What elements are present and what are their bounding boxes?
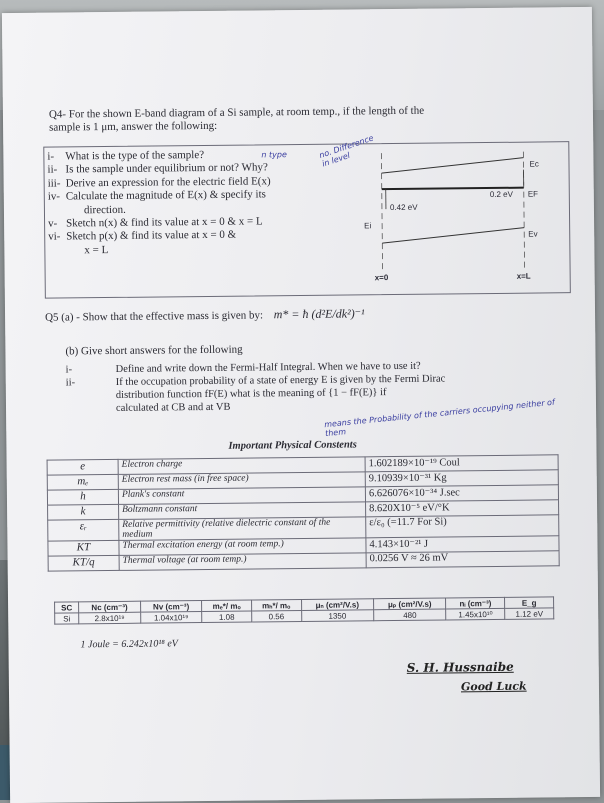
constant-description: Electron rest mass (in free space) <box>118 472 365 490</box>
left-boundary-line <box>381 153 382 269</box>
constant-value: ε/ε₀ (=11.7 For Si) <box>366 515 559 538</box>
constant-symbol: mₑ <box>47 474 118 490</box>
constant-value: 9.10939×10⁻³¹ Kg <box>365 470 558 487</box>
item-number: v- <box>48 217 66 231</box>
ec-label: Ec <box>529 159 538 168</box>
item-text: Is the sample under equilibrium or not? Why? <box>65 162 267 178</box>
constant-description: Boltzmann constant <box>119 502 366 520</box>
left-gap-label: 0.42 eV <box>390 203 418 212</box>
constant-value: 6.626076×10⁻³⁴ J.sec <box>365 485 558 502</box>
constants-title: Important Physical Constents <box>228 439 356 451</box>
table-cell: 1.12 eV <box>505 608 554 620</box>
energy-band-diagram <box>351 149 558 287</box>
item-text: Derive an expression for the electric field E(x) <box>66 175 271 191</box>
item-number: vi- <box>48 231 66 245</box>
q5-part-a <box>45 306 365 324</box>
signature-name: S. H. Hussnaibe <box>407 660 514 675</box>
constant-description: Relative permittivity (relative dielectric constant of the medium <box>119 517 366 541</box>
item-text: direction. <box>84 203 126 217</box>
column-header: μₙ (cm²/V.s) <box>301 599 373 611</box>
ev-label: Ev <box>528 230 537 239</box>
constant-symbol: KT <box>48 540 119 556</box>
ev-band-line <box>382 228 524 243</box>
table-cell: 1.04x10¹⁹ <box>140 612 202 624</box>
table-cell: Si <box>55 613 79 624</box>
item-number: iv- <box>48 191 66 205</box>
handwritten-answer-equilibrium: no. Difference in level <box>318 132 381 168</box>
item-number: i- <box>47 150 65 164</box>
column-header: nᵢ (cm⁻³) <box>446 597 505 609</box>
table-cell: 1350 <box>301 610 373 622</box>
item-number: ii- <box>66 376 116 390</box>
column-header: mₑ*/ mₒ <box>202 600 252 612</box>
semiconductor-table <box>54 596 554 624</box>
constant-value: 1.602189×10⁻¹⁹ Coul <box>365 455 558 472</box>
constant-description: Thermal voltage (at room temp.) <box>119 553 366 571</box>
constant-symbol: e <box>47 459 118 475</box>
q4-header-line1: Q4- For the shown E-band diagram of a Si sample, at room temp., if the length of the <box>49 104 519 122</box>
constant-value: 8.620X10⁻⁵ eV/°K <box>366 500 559 517</box>
ec-band-line <box>381 158 523 173</box>
item-text: Calculate the magnitude of E(x) & specify its <box>66 189 266 205</box>
x-left-label: x=0 <box>375 273 389 282</box>
table-cell: 2.8x10¹⁹ <box>79 612 141 624</box>
right-boundary-line <box>523 152 524 268</box>
constant-description: Electron charge <box>118 457 365 475</box>
q4-header <box>49 104 519 135</box>
constant-value: 4.143×10⁻²¹ J <box>366 536 559 553</box>
item-text: Define and write down the Fermi-Half Integral. When we have to use it? <box>116 360 421 376</box>
item-text: calculated at CB and at VB <box>116 401 231 415</box>
item-text: Sketch n(x) & find its value at x = 0 & x = L <box>66 215 263 230</box>
ef-label: EF <box>528 190 538 199</box>
effective-mass-formula: m* = ħ (d²E/dk²)⁻¹ <box>274 306 365 321</box>
item-number: ii- <box>47 164 65 178</box>
table-cell: 1.08 <box>202 611 252 623</box>
table-cell: 0.56 <box>251 611 301 623</box>
column-header: E_g <box>505 597 554 609</box>
ei-label: Ei <box>364 221 371 230</box>
q5-part-b-label: (b) Give short answers for the following <box>65 344 242 358</box>
column-header: SC <box>55 602 79 613</box>
constants-table <box>47 454 560 571</box>
constant-description: Plank's constant <box>118 487 365 505</box>
band-diagram-svg <box>351 149 558 287</box>
column-header: Nc (cm⁻³) <box>79 601 141 613</box>
constant-symbol: h <box>47 489 118 505</box>
column-header: Nv (cm⁻³) <box>140 601 202 613</box>
table-cell: 480 <box>373 609 446 621</box>
q5-part-a-label: Q5 (a) - Show that the effective mass is given by: <box>45 309 263 323</box>
table-cell: 1.45x10¹⁰ <box>446 608 505 620</box>
constant-symbol: εᵣ <box>48 519 119 541</box>
constant-value: 0.0256 V ≈ 26 mV <box>366 551 559 568</box>
handwritten-answer-type: n type <box>261 150 287 159</box>
joule-conversion: 1 Joule = 6.242x10¹⁸ eV <box>80 638 177 650</box>
column-header: mₕ*/ mₒ <box>251 600 301 612</box>
constant-symbol: KT/q <box>48 555 119 571</box>
q4-header-line2: sample is 1 μm, answer the following: <box>49 117 519 135</box>
handwritten-note: means the Probability of the carriers occupying neither of them <box>324 397 565 438</box>
q4-question-list <box>47 148 348 258</box>
column-header: μₚ (cm²/V.s) <box>373 598 446 610</box>
item-text: What is the type of the sample? <box>65 149 204 164</box>
constant-description: Thermal excitation energy (at room temp.) <box>119 538 366 556</box>
item-text: Sketch p(x) & find its value at x = 0 & <box>66 229 236 244</box>
constant-symbol: k <box>48 504 119 520</box>
exam-paper <box>2 7 600 803</box>
x-right-label: x=L <box>517 272 531 281</box>
item-text: If the occupation probability of a state of energy E is given by the Fermi Dirac <box>116 372 446 388</box>
right-gap-label: 0.2 eV <box>490 190 513 199</box>
item-text: distribution function fF(E) what is the meaning of {1 − fF(E)} if <box>116 386 387 402</box>
item-number: i- <box>66 363 116 377</box>
good-luck-text: Good Luck <box>461 680 527 694</box>
item-text: x = L <box>84 244 108 258</box>
item-number: iii- <box>48 177 66 191</box>
